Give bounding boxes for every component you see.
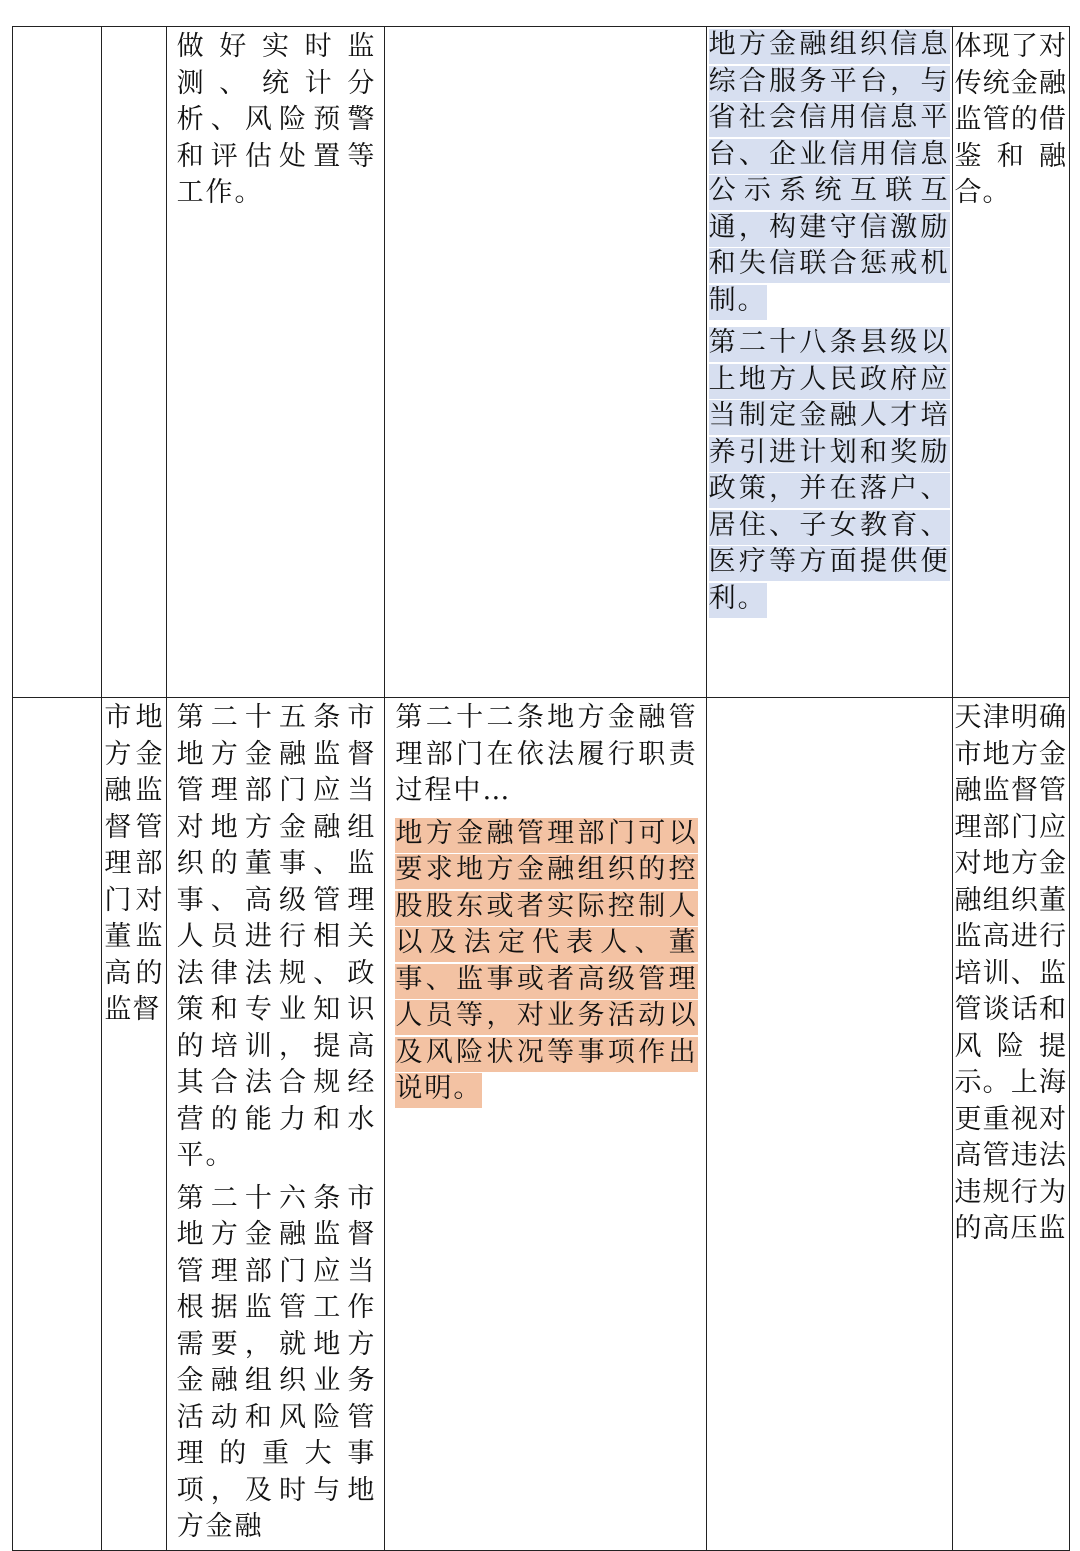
comparison-table bbox=[12, 26, 1070, 1551]
table-cell-clause-22 bbox=[385, 698, 706, 1551]
table-cell-clauses-25-26 bbox=[166, 698, 385, 1551]
comment-text: 体现了对传统金融监管的借鉴和融合。 bbox=[954, 31, 1067, 208]
clause-22-text-highlighted-orange: 地方金融管理部门可以要求地方金融组织的控股股东或者实际控制人以及法定代表人、董事、监事或者高级管理人员等，对业务活动以及风险状况等事项作出说明。 bbox=[395, 816, 697, 1108]
table-cell-empty bbox=[385, 27, 706, 698]
table-cell-topic bbox=[102, 698, 166, 1551]
clause-22-text: 第二十二条地方金融管理部门在依法履行职责过程中… bbox=[395, 702, 698, 806]
table-cell-shanghai-text bbox=[166, 27, 385, 698]
table-cell-comment bbox=[952, 27, 1069, 698]
clause-28-text-highlighted-blue: 第二十八条县级以上地方人民政府应当制定金融人才培养引进计划和奖励政策，并在落户、居住、子女教育、医疗等方面提供便利。 bbox=[709, 325, 950, 617]
topic-label: 市地方金融监督管理部门对董监高的监督 bbox=[104, 702, 164, 1025]
table-row bbox=[13, 27, 1070, 698]
table-cell-highlighted-clauses bbox=[706, 27, 952, 698]
clause-25-text: 第二十五条市地方金融监督管理部门应当对地方金融组织的董事、监事、高级管理人员进行相关法律法规、政策和专业知识的培训，提高其合法合规经营的能力和水平。 bbox=[176, 702, 377, 1171]
clause-26-text: 第二十六条市地方金融监督管理部门应当根据监管工作需要，就地方金融组织业务活动和风险管理的重大事项，及时与地方金融 bbox=[176, 1182, 377, 1542]
table-cell-empty bbox=[13, 698, 102, 1551]
table-row bbox=[13, 698, 1070, 1551]
table-cell-empty bbox=[706, 698, 952, 1551]
clause-text-highlighted-blue: 地方金融组织信息综合服务平台，与省社会信用信息平台、企业信用信息公示系统互联互通，构建守信激励和失信联合惩戒机制。 bbox=[709, 27, 950, 319]
table-cell-comment bbox=[952, 698, 1069, 1551]
clause-text: 做好实时监测、统计分析、风险预警和评估处置等工作。 bbox=[176, 31, 377, 208]
table-cell-empty bbox=[13, 27, 102, 698]
comment-text: 天津明确市地方金融监督管理部门应对地方金融组织董监高进行 培训、监管谈话和风险提示。上海更重视对高管违法违规行为的高压监 bbox=[954, 702, 1067, 1244]
table-cell-empty bbox=[102, 27, 166, 698]
